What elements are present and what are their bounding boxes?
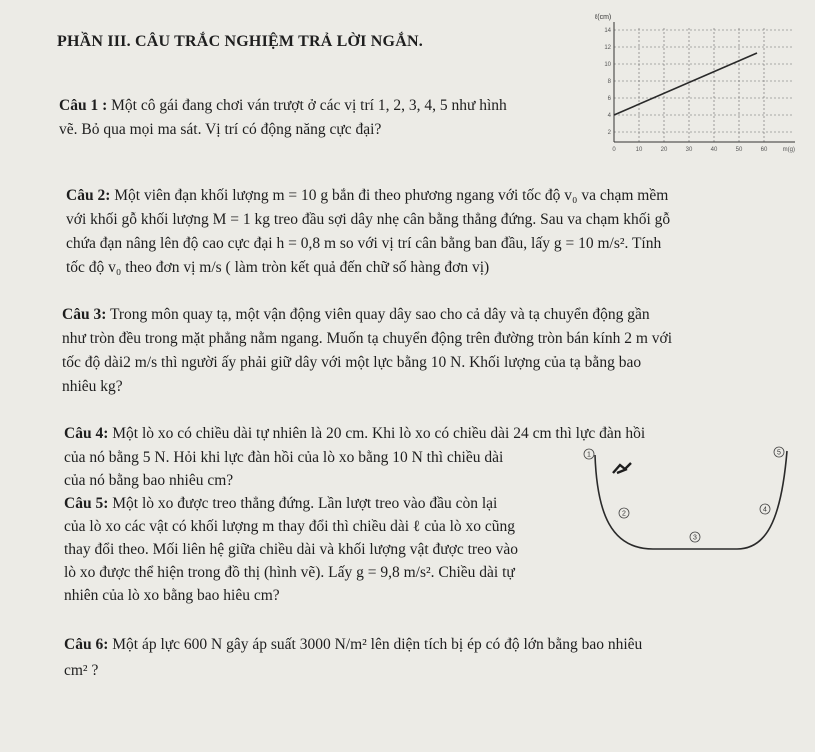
- question-1-line-2: vẽ. Bỏ qua mọi ma sát. Vị trí có động năng cực đại?: [59, 121, 382, 138]
- question-6-line-1: Câu 6: Một áp lực 600 N gây áp suất 3000 N/m² lên diện tích bị ép có độ lớn bằng bao nhiêu: [64, 636, 643, 653]
- skate-track-figure: [583, 443, 795, 555]
- question-5-line-2: của lò xo các vật có khối lượng m thay đổi thì chiều dài ℓ của lò xo cũng: [64, 518, 516, 535]
- question-2-line-2: với khối gỗ khối lượng M = 1 kg treo đầu sợi dây nhẹ cân bằng thẳng đứng. Sau va chạm khối gỗ: [66, 211, 671, 228]
- question-2-line-4: tốc độ v₀ theo đơn vị m/s ( làm tròn kết quả đến chữ số hàng đơn vị): [66, 259, 490, 276]
- x-tick: 40: [710, 147, 718, 153]
- y-tick: 2: [607, 130, 611, 136]
- y-tick: 10: [604, 62, 611, 68]
- question-5-line-5: nhiên của lò xo bằng bao hiêu cm?: [64, 587, 280, 604]
- question-3-line-1: Câu 3: Trong môn quay tạ, một vận động viên quay dây sao cho cả dây và tạ chuyển động gần: [62, 306, 650, 323]
- svg-text:1: 1: [587, 451, 591, 459]
- svg-text:3: 3: [693, 534, 697, 542]
- x-tick: 10: [635, 147, 643, 153]
- x-tick: 20: [660, 147, 668, 153]
- question-2-line-3: chứa đạn nâng lên độ cao cực đại h = 0,8 m so với vị trí cân bằng ban đầu, lấy g = 10 m/s². Tính: [66, 235, 662, 252]
- graph-xlabel: m(g): [782, 147, 795, 153]
- question-4-label: Câu 4:: [64, 425, 109, 442]
- question-2-line-1: Câu 2: Một viên đạn khối lượng m = 10 g bắn đi theo phương ngang với tốc độ v₀ va chạm mềm: [66, 187, 669, 204]
- section-heading: PHẦN III. CÂU TRẮC NGHIỆM TRẢ LỜI NGẮN.: [57, 33, 423, 50]
- skater-icon: [613, 463, 631, 473]
- question-3-line-3: tốc độ dài2 m/s thì người ấy phải giữ dây với một lực bằng 10 N. Khối lượng của tạ bằng bao: [62, 354, 642, 371]
- y-tick: 6: [607, 96, 611, 102]
- svg-text:5: 5: [777, 449, 781, 457]
- y-tick: 12: [604, 45, 611, 51]
- graph-ylabel: ℓ(cm): [595, 14, 612, 21]
- graph-line: [614, 53, 757, 115]
- question-5-label: Câu 5:: [64, 495, 109, 512]
- length-mass-graph: [595, 8, 800, 156]
- y-tick: 8: [607, 79, 611, 85]
- y-tick: 14: [604, 28, 611, 34]
- question-4-line-3: của nó bằng bao nhiêu cm?: [64, 472, 234, 489]
- question-5-line-3: thay đổi theo. Mối liên hệ giữa chiều dài và khối lượng vật được treo vào: [64, 541, 518, 558]
- question-3-label: Câu 3:: [62, 306, 107, 323]
- question-1-line-1: Câu 1 : Một cô gái đang chơi ván trượt ở các vị trí 1, 2, 3, 4, 5 như hình: [59, 97, 507, 114]
- question-4-line-2: của nó bằng 5 N. Hỏi khi lực đàn hồi của lò xo bằng 10 N thì chiều dài: [64, 449, 504, 466]
- question-3-line-4: nhiêu kg?: [62, 378, 123, 395]
- x-tick: 0: [612, 147, 616, 153]
- x-tick: 50: [735, 147, 743, 153]
- svg-text:2: 2: [622, 510, 626, 518]
- x-tick: 60: [760, 147, 768, 153]
- question-6-line-2: cm² ?: [64, 662, 99, 679]
- svg-text:4: 4: [763, 506, 767, 514]
- x-tick: 30: [685, 147, 693, 153]
- question-1-label: Câu 1 :: [59, 97, 108, 114]
- question-2-label: Câu 2:: [66, 187, 111, 204]
- question-5-line-1: Câu 5: Một lò xo được treo thẳng đứng. Lần lượt treo vào đầu còn lại: [64, 495, 498, 512]
- question-4-line-1: Câu 4: Một lò xo có chiều dài tự nhiên là 20 cm. Khi lò xo có chiều dài 24 cm thì lực đàn hồi: [64, 425, 646, 442]
- y-tick: 4: [607, 113, 611, 119]
- question-6-label: Câu 6:: [64, 636, 109, 653]
- question-5-line-4: lò xo được thể hiện trong đồ thị (hình vẽ). Lấy g = 9,8 m/s². Chiều dài tự: [64, 564, 515, 581]
- question-3-line-2: như tròn đều trong mặt phẳng nằm ngang. Muốn tạ chuyển động trên đường tròn bán kính 2 m với: [62, 330, 673, 347]
